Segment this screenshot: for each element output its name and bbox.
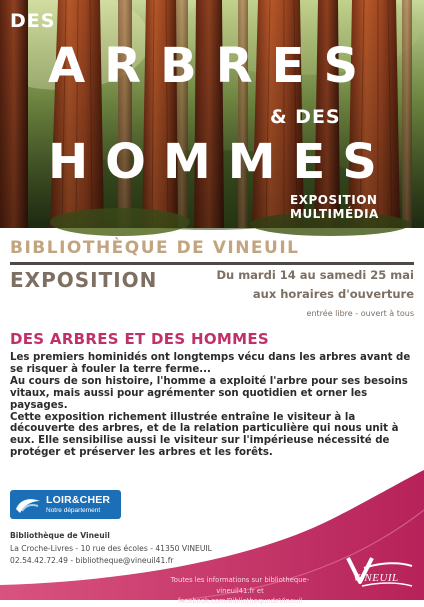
paragraph-1: Les premiers hominidés ont longtemps vécu dans les arbres avant de se risquer à fouler la terre ferme... xyxy=(10,352,411,375)
hero-title-hommes: HOMMES xyxy=(48,134,394,190)
free-entry-note: entrée libre - ouvert à tous xyxy=(306,309,414,318)
hero-subtitle-line2: MULTIMÉDIA xyxy=(290,207,379,221)
hero-title-des: DES xyxy=(10,10,56,32)
date-range: Du mardi 14 au samedi 25 mai xyxy=(216,268,414,282)
vineuil-town-logo-icon xyxy=(342,552,416,590)
vineuil-logo-text: VINEUIL xyxy=(353,572,399,584)
opening-hours: aux horaires d'ouverture xyxy=(252,287,414,301)
footer-info-note xyxy=(155,575,325,607)
footer-note-line2: facebook.com/BibliothequedeVineuil xyxy=(177,597,303,605)
contact-name: Bibliothèque de Vineuil xyxy=(10,531,110,540)
library-title: BIBLIOTHÈQUE DE VINEUIL xyxy=(10,238,300,258)
loir-et-cher-logo xyxy=(10,490,121,519)
loir-et-cher-emblem-icon xyxy=(14,495,42,515)
article-headline: DES ARBRES ET DES HOMMES xyxy=(10,330,269,348)
contact-address: La Croche-Livres - 10 rue des écoles - 41350 VINEUIL xyxy=(10,543,212,553)
exposition-label: EXPOSITION xyxy=(10,268,158,292)
hero-title-et-des: & DES xyxy=(270,106,341,128)
hero-subtitle-line1: EXPOSITION xyxy=(290,193,378,207)
contact-block xyxy=(10,530,212,568)
hero-title-arbres: ARBRES xyxy=(48,38,378,94)
paragraph-2: Au cours de son histoire, l'homme a exploité l'arbre pour ses besoins vitaux, mais aussi pour agrémenter son quotidien et orner les paysages. xyxy=(10,375,408,411)
loir-et-cher-tagline: Notre département xyxy=(46,507,101,514)
paragraph-3: Cette exposition richement illustrée entraîne le visiteur à la découverte des arbres, et de la relation particulière qui nous unit à eux. Elle sensibilise aussi le visiteur sur l'impérieuse nécessité de protéger et préserver les arbres et les forêts. xyxy=(10,411,399,459)
contact-phone-email: 02.54.42.72.49 - bibliotheque@vineuil41.fr xyxy=(10,556,174,565)
footer-note-line1: Toutes les informations sur bibliotheque-vineuil41.fr et xyxy=(170,576,310,595)
loir-et-cher-name: LOIR&CHER xyxy=(46,494,111,506)
